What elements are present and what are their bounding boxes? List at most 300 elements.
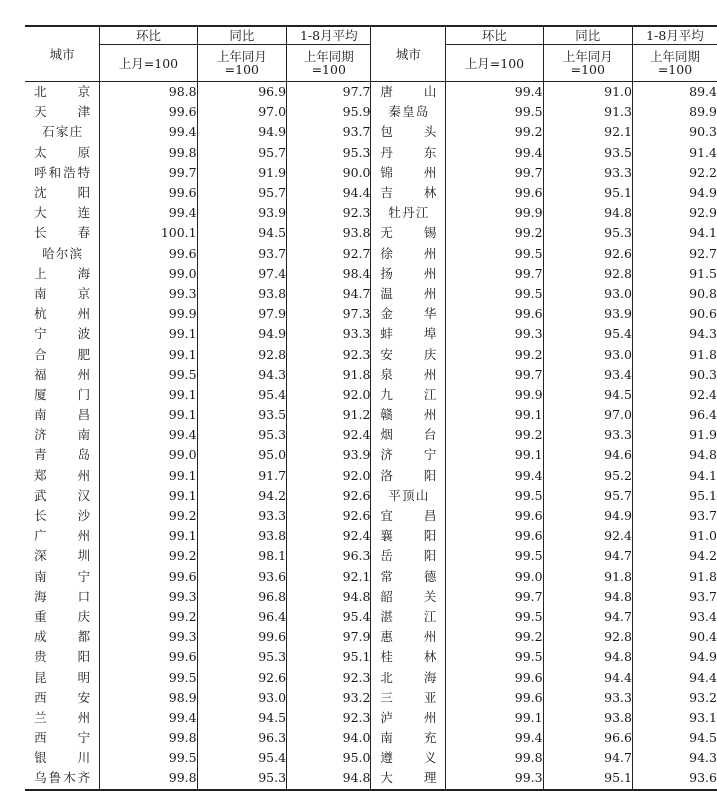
city-name: 南充 [380, 728, 436, 748]
yoy-value: 95.1 [543, 768, 632, 789]
city-name: 桂林 [380, 647, 436, 667]
city-cell [25, 143, 100, 163]
mom-value: 99.3 [100, 587, 197, 607]
mom-header-left: 环比 [100, 26, 197, 45]
yoy-value: 94.2 [197, 486, 286, 506]
city-cell [25, 708, 100, 728]
yoy-value: 93.7 [197, 244, 286, 264]
city-cell [371, 425, 446, 445]
city-name: 宜昌 [380, 506, 436, 526]
yoy-header-left: 同比 [197, 26, 286, 45]
avg-value: 93.7 [287, 122, 371, 142]
city-cell [371, 143, 446, 163]
mom-value: 99.1 [100, 526, 197, 546]
table-row [25, 627, 717, 647]
yoy-value: 95.4 [197, 748, 286, 768]
mom-value: 99.1 [100, 385, 197, 405]
avg-header-right: 1-8月平均 [633, 26, 717, 45]
table-row [25, 163, 717, 183]
city-cell [25, 466, 100, 486]
mom-value: 99.0 [100, 445, 197, 465]
yoy-value: 92.6 [543, 244, 632, 264]
city-name: 济南 [34, 425, 90, 445]
yoy-value: 94.8 [543, 647, 632, 667]
city-cell [371, 486, 446, 506]
mom-value: 99.1 [100, 466, 197, 486]
city-name: 海口 [34, 587, 90, 607]
yoy-value: 94.7 [543, 546, 632, 566]
avg-value: 90.3 [633, 365, 717, 385]
avg-value: 92.4 [633, 385, 717, 405]
city-name: 蚌埠 [380, 324, 436, 344]
yoy-value: 95.2 [543, 466, 632, 486]
city-cell [25, 183, 100, 203]
mom-base-left: 上月=100 [100, 45, 197, 82]
table-row [25, 425, 717, 445]
mom-value: 99.8 [100, 143, 197, 163]
mom-value: 99.4 [100, 122, 197, 142]
avg-value: 93.2 [633, 688, 717, 708]
city-name: 三亚 [380, 688, 436, 708]
table-row [25, 324, 717, 344]
yoy-value: 95.0 [197, 445, 286, 465]
city-cell [371, 607, 446, 627]
table-header [25, 26, 717, 82]
mom-value: 99.4 [100, 203, 197, 223]
table-row [25, 203, 717, 223]
yoy-value: 96.6 [543, 728, 632, 748]
avg-value: 95.1 [633, 486, 717, 506]
avg-value: 94.3 [633, 748, 717, 768]
table-row [25, 102, 717, 122]
mom-value: 99.2 [100, 607, 197, 627]
mom-value: 99.6 [100, 647, 197, 667]
city-cell [371, 183, 446, 203]
city-cell [25, 223, 100, 243]
avg-value: 92.4 [287, 526, 371, 546]
yoy-value: 93.4 [543, 365, 632, 385]
city-cell [25, 728, 100, 748]
avg-value: 94.2 [633, 546, 717, 566]
mom-value: 99.2 [446, 344, 543, 364]
avg-value: 94.9 [633, 183, 717, 203]
mom-value: 99.6 [446, 667, 543, 687]
mom-value: 99.9 [446, 385, 543, 405]
avg-value: 92.6 [287, 486, 371, 506]
city-name: 唐山 [380, 82, 436, 102]
city-cell [371, 667, 446, 687]
avg-value: 93.7 [633, 587, 717, 607]
mom-value: 99.2 [446, 122, 543, 142]
yoy-value: 93.3 [543, 163, 632, 183]
city-cell [25, 385, 100, 405]
yoy-value: 92.8 [543, 264, 632, 284]
city-name: 韶关 [380, 587, 436, 607]
city-cell [25, 102, 100, 122]
avg-value: 92.3 [287, 708, 371, 728]
city-name: 杭州 [34, 304, 90, 324]
mom-value: 99.0 [100, 264, 197, 284]
city-name: 遵义 [380, 748, 436, 768]
avg-value: 94.3 [633, 324, 717, 344]
table-row [25, 365, 717, 385]
city-name: 无锡 [380, 223, 436, 243]
mom-value: 99.6 [100, 567, 197, 587]
mom-header-right: 环比 [446, 26, 543, 45]
table-row [25, 385, 717, 405]
city-name: 徐州 [380, 244, 436, 264]
table-row [25, 647, 717, 667]
avg-value: 93.9 [287, 445, 371, 465]
avg-value: 92.3 [287, 344, 371, 364]
avg-value: 93.2 [287, 688, 371, 708]
city-cell [25, 587, 100, 607]
city-cell [371, 647, 446, 667]
yoy-header-right: 同比 [543, 26, 632, 45]
avg-value: 92.2 [633, 163, 717, 183]
city-name: 九江 [380, 385, 436, 405]
yoy-value: 94.5 [197, 708, 286, 728]
avg-value: 95.3 [287, 143, 371, 163]
city-name: 温州 [380, 284, 436, 304]
avg-value: 91.8 [287, 365, 371, 385]
mom-value: 99.1 [100, 344, 197, 364]
avg-value: 95.9 [287, 102, 371, 122]
table-row [25, 82, 717, 103]
avg-value: 89.4 [633, 82, 717, 103]
yoy-value: 94.7 [543, 748, 632, 768]
avg-value: 94.4 [633, 667, 717, 687]
mom-value: 99.4 [446, 728, 543, 748]
mom-value: 99.5 [446, 284, 543, 304]
city-cell [371, 344, 446, 364]
city-cell [25, 163, 100, 183]
mom-value: 99.3 [446, 768, 543, 789]
avg-value: 94.8 [287, 587, 371, 607]
avg-value: 94.8 [287, 768, 371, 789]
mom-value: 99.4 [100, 708, 197, 728]
avg-value: 91.5 [633, 264, 717, 284]
avg-value: 91.8 [633, 567, 717, 587]
avg-value: 94.5 [633, 728, 717, 748]
city-name: 牡丹江 [388, 203, 428, 223]
city-name: 扬州 [380, 264, 436, 284]
yoy-value: 94.6 [543, 445, 632, 465]
mom-value: 99.5 [446, 607, 543, 627]
table-row [25, 748, 717, 768]
avg-value: 92.7 [633, 244, 717, 264]
avg-value: 94.4 [287, 183, 371, 203]
city-name: 呼和浩特 [34, 163, 90, 183]
city-name: 洛阳 [380, 466, 436, 486]
avg-value: 95.4 [287, 607, 371, 627]
yoy-value: 95.4 [197, 385, 286, 405]
avg-value: 92.9 [633, 203, 717, 223]
table-row [25, 344, 717, 364]
city-cell [25, 627, 100, 647]
city-cell [371, 82, 446, 103]
mom-value: 99.9 [100, 304, 197, 324]
city-name: 南宁 [34, 567, 90, 587]
mom-value: 99.8 [446, 748, 543, 768]
yoy-value: 93.6 [197, 567, 286, 587]
city-name: 西宁 [34, 728, 90, 748]
table-row [25, 768, 717, 789]
mom-value: 99.6 [100, 244, 197, 264]
avg-value: 97.3 [287, 304, 371, 324]
avg-value: 90.4 [633, 627, 717, 647]
mom-value: 99.2 [100, 546, 197, 566]
avg-value: 93.8 [287, 223, 371, 243]
city-cell [25, 425, 100, 445]
city-cell [25, 506, 100, 526]
city-name: 重庆 [34, 607, 90, 627]
city-cell [371, 526, 446, 546]
city-name: 烟台 [380, 425, 436, 445]
mom-value: 99.6 [100, 183, 197, 203]
avg-value: 92.3 [287, 203, 371, 223]
city-name: 锦州 [380, 163, 436, 183]
city-cell [371, 627, 446, 647]
city-name: 北京 [34, 82, 90, 102]
yoy-value: 93.0 [197, 688, 286, 708]
city-name: 湛江 [380, 607, 436, 627]
avg-value: 92.1 [287, 567, 371, 587]
city-cell [371, 163, 446, 183]
yoy-base-right: 上年同月 =100 [543, 45, 632, 82]
city-header-left: 城市 [25, 26, 100, 82]
avg-value: 92.7 [287, 244, 371, 264]
city-cell [25, 748, 100, 768]
avg-value: 94.1 [633, 466, 717, 486]
mom-value: 100.1 [100, 223, 197, 243]
city-name: 赣州 [380, 405, 436, 425]
yoy-value: 92.4 [543, 526, 632, 546]
yoy-value: 93.9 [543, 304, 632, 324]
mom-value: 99.2 [446, 425, 543, 445]
mom-value: 99.6 [100, 102, 197, 122]
mom-value: 99.8 [100, 768, 197, 789]
yoy-value: 99.6 [197, 627, 286, 647]
city-name: 西安 [34, 688, 90, 708]
city-cell [371, 546, 446, 566]
table-row [25, 506, 717, 526]
mom-value: 98.8 [100, 82, 197, 103]
city-cell [25, 82, 100, 103]
mom-value: 99.3 [100, 627, 197, 647]
mom-value: 99.7 [446, 163, 543, 183]
yoy-value: 94.8 [543, 587, 632, 607]
city-cell [25, 688, 100, 708]
yoy-value: 95.7 [543, 486, 632, 506]
avg-header-left: 1-8月平均 [287, 26, 371, 45]
mom-value: 99.3 [446, 324, 543, 344]
table-row [25, 667, 717, 687]
yoy-value: 94.9 [543, 506, 632, 526]
table-row [25, 405, 717, 425]
city-cell [25, 304, 100, 324]
avg-value: 92.6 [287, 506, 371, 526]
city-cell [371, 304, 446, 324]
table-row [25, 244, 717, 264]
avg-base-right: 上年同期 =100 [633, 45, 717, 82]
avg-value: 90.6 [633, 304, 717, 324]
city-name: 金华 [380, 304, 436, 324]
city-cell [25, 324, 100, 344]
avg-value: 93.4 [633, 607, 717, 627]
mom-value: 99.4 [100, 425, 197, 445]
city-name: 福州 [34, 365, 90, 385]
city-name: 银川 [34, 748, 90, 768]
yoy-value: 96.8 [197, 587, 286, 607]
mom-value: 99.1 [446, 405, 543, 425]
table-row [25, 728, 717, 748]
avg-value: 91.0 [633, 526, 717, 546]
table-row [25, 688, 717, 708]
yoy-value: 94.3 [197, 365, 286, 385]
city-cell [25, 365, 100, 385]
avg-value: 94.8 [633, 445, 717, 465]
avg-value: 91.8 [633, 344, 717, 364]
city-cell [371, 728, 446, 748]
city-name: 合肥 [34, 345, 90, 365]
avg-value: 98.4 [287, 264, 371, 284]
mom-value: 99.7 [100, 163, 197, 183]
table-row [25, 546, 717, 566]
city-cell [371, 748, 446, 768]
city-name: 上海 [34, 264, 90, 284]
yoy-value: 94.7 [543, 607, 632, 627]
table-row [25, 143, 717, 163]
yoy-value: 94.5 [543, 385, 632, 405]
city-name: 长春 [34, 223, 90, 243]
table-row [25, 223, 717, 243]
city-cell [371, 284, 446, 304]
avg-value: 95.0 [287, 748, 371, 768]
yoy-value: 95.7 [197, 183, 286, 203]
yoy-value: 96.3 [197, 728, 286, 748]
city-name: 包头 [380, 122, 436, 142]
yoy-value: 94.5 [197, 223, 286, 243]
city-cell [371, 768, 446, 789]
mom-value: 99.1 [100, 324, 197, 344]
city-name: 郑州 [34, 466, 90, 486]
yoy-value: 94.8 [543, 203, 632, 223]
mom-value: 99.9 [446, 203, 543, 223]
city-name: 常德 [380, 567, 436, 587]
city-cell [371, 587, 446, 607]
table-body [25, 82, 717, 790]
city-name: 南昌 [34, 405, 90, 425]
yoy-value: 93.3 [543, 425, 632, 445]
mom-value: 99.8 [100, 728, 197, 748]
city-name: 泸州 [380, 708, 436, 728]
city-cell [371, 506, 446, 526]
city-cell [25, 486, 100, 506]
city-cell [25, 607, 100, 627]
city-cell [371, 223, 446, 243]
yoy-value: 93.3 [197, 506, 286, 526]
yoy-value: 93.8 [197, 284, 286, 304]
mom-value: 99.7 [446, 264, 543, 284]
avg-value: 94.0 [287, 728, 371, 748]
city-cell [25, 667, 100, 687]
city-name: 安庆 [380, 345, 436, 365]
mom-value: 99.6 [446, 688, 543, 708]
city-name: 岳阳 [380, 546, 436, 566]
city-name: 秦皇岛 [388, 102, 428, 122]
mom-value: 99.5 [446, 102, 543, 122]
mom-value: 99.4 [446, 466, 543, 486]
city-name: 泉州 [380, 365, 436, 385]
yoy-value: 91.0 [543, 82, 632, 103]
table-row [25, 183, 717, 203]
city-cell [371, 385, 446, 405]
city-name: 天津 [34, 102, 90, 122]
city-name: 惠州 [380, 627, 436, 647]
avg-value: 95.1 [287, 647, 371, 667]
city-name: 济宁 [380, 445, 436, 465]
city-cell [25, 567, 100, 587]
city-cell [25, 445, 100, 465]
price-index-table [25, 25, 717, 791]
city-name: 贵阳 [34, 647, 90, 667]
city-cell [25, 244, 100, 264]
city-cell [371, 365, 446, 385]
yoy-value: 91.7 [197, 466, 286, 486]
avg-value: 97.7 [287, 82, 371, 103]
city-name: 武汉 [34, 486, 90, 506]
avg-value: 92.3 [287, 667, 371, 687]
yoy-value: 93.5 [197, 405, 286, 425]
mom-value: 99.5 [446, 486, 543, 506]
city-name: 兰州 [34, 708, 90, 728]
city-cell [25, 264, 100, 284]
mom-value: 98.9 [100, 688, 197, 708]
mom-value: 99.2 [446, 223, 543, 243]
mom-value: 99.6 [446, 526, 543, 546]
mom-value: 99.2 [446, 627, 543, 647]
table-row [25, 607, 717, 627]
yoy-value: 93.9 [197, 203, 286, 223]
mom-value: 99.5 [446, 244, 543, 264]
avg-value: 97.9 [287, 627, 371, 647]
yoy-value: 95.4 [543, 324, 632, 344]
avg-value: 92.0 [287, 466, 371, 486]
city-cell [25, 203, 100, 223]
city-name: 北海 [380, 668, 436, 688]
avg-value: 93.3 [287, 324, 371, 344]
table-row [25, 304, 717, 324]
avg-value: 90.0 [287, 163, 371, 183]
yoy-value: 93.3 [543, 688, 632, 708]
table-row [25, 284, 717, 304]
avg-value: 94.7 [287, 284, 371, 304]
yoy-value: 95.7 [197, 143, 286, 163]
mom-value: 99.4 [446, 82, 543, 103]
city-name: 厦门 [34, 385, 90, 405]
city-name: 成都 [34, 627, 90, 647]
mom-base-right: 上月=100 [446, 45, 543, 82]
city-cell [25, 122, 100, 142]
yoy-value: 93.8 [197, 526, 286, 546]
mom-value: 99.7 [446, 587, 543, 607]
table-row [25, 264, 717, 284]
city-cell [25, 647, 100, 667]
city-cell [25, 526, 100, 546]
city-cell [25, 546, 100, 566]
city-name: 襄阳 [380, 526, 436, 546]
